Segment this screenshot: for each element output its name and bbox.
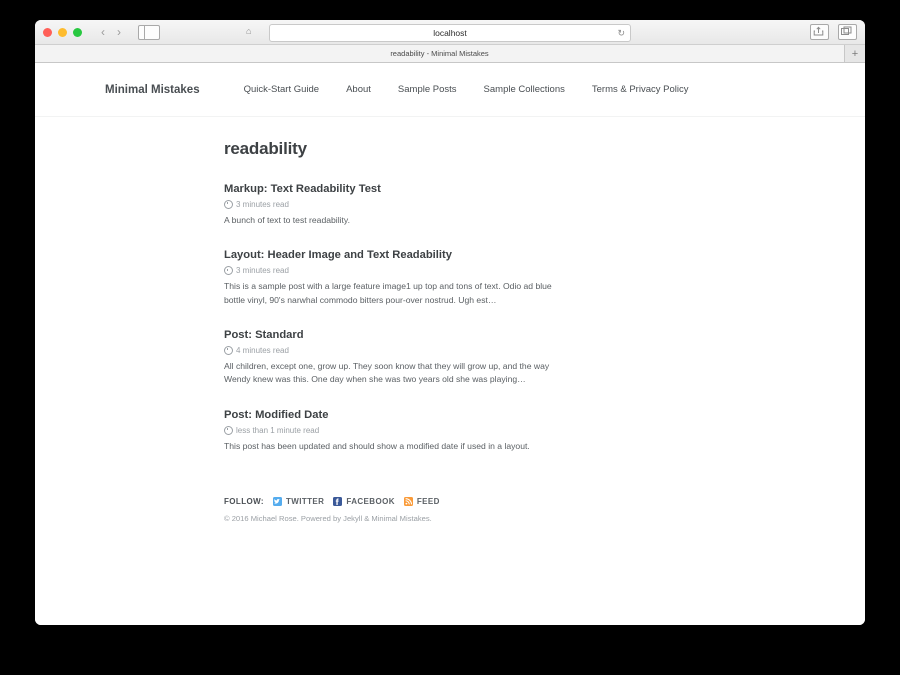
social-label-twitter: TWITTER xyxy=(285,496,325,506)
clock-icon xyxy=(224,346,233,355)
entry-title[interactable]: Markup: Text Readability Test xyxy=(224,183,381,195)
site-title[interactable]: Minimal Mistakes xyxy=(105,83,200,96)
show-all-tabs-icon[interactable] xyxy=(838,24,857,40)
close-window-button[interactable] xyxy=(43,28,52,37)
page-viewport xyxy=(35,63,865,625)
browser-window xyxy=(35,20,865,625)
social-label-feed: FEED xyxy=(416,496,440,506)
entry-excerpt: A bunch of text to test readability. xyxy=(224,215,350,225)
archive-content xyxy=(35,117,865,543)
entry-meta xyxy=(224,200,574,209)
browser-titlebar xyxy=(35,20,865,45)
navigation-arrows[interactable] xyxy=(96,25,126,39)
clock-icon xyxy=(224,426,233,435)
nav-item-sample-collections[interactable]: Sample Collections xyxy=(483,84,565,95)
list-item xyxy=(224,329,574,387)
entry-read-time: 4 minutes read xyxy=(236,345,289,355)
site-footer xyxy=(224,497,825,543)
clock-icon xyxy=(224,266,233,275)
new-tab-button[interactable]: + xyxy=(845,45,865,62)
twitter-icon xyxy=(273,497,282,506)
nav-item-sample-posts[interactable]: Sample Posts xyxy=(397,84,457,95)
entry-read-time: less than 1 minute read xyxy=(236,425,320,435)
window-controls[interactable] xyxy=(43,28,82,37)
copyright-text: © 2016 Michael Rose. Powered by Jekyll & Minimal Mistakes. xyxy=(224,513,432,523)
entry-meta xyxy=(224,426,574,435)
entry-excerpt: All children, except one, grow up. They soon know that they will grow up, and the way Wendy knew was this. One day when she was two years old she was playing… xyxy=(224,360,550,385)
entry-read-time: 3 minutes read xyxy=(236,200,289,209)
share-icon[interactable] xyxy=(810,24,829,40)
social-link-facebook[interactable] xyxy=(333,497,395,506)
forward-arrow-icon[interactable]: › xyxy=(117,25,121,39)
entry-read-time: 3 minutes read xyxy=(236,266,289,276)
titlebar-right-controls xyxy=(810,24,857,40)
minimize-window-button[interactable] xyxy=(58,28,67,37)
address-bar[interactable] xyxy=(246,24,631,42)
entry-excerpt: This post has been updated and should show a modified date if used in a layout. xyxy=(224,440,530,451)
social-link-feed[interactable] xyxy=(404,497,440,506)
nav-item-terms-privacy-policy[interactable]: Terms & Privacy Policy xyxy=(591,84,689,95)
home-icon[interactable]: ⌂ xyxy=(246,26,252,36)
follow-label: FOLLOW: xyxy=(224,496,264,506)
browser-tab-title: readability - Minimal Mistakes xyxy=(390,49,489,58)
list-item xyxy=(224,183,574,227)
list-item xyxy=(224,409,574,453)
entry-title[interactable]: Layout: Header Image and Text Readability xyxy=(224,249,452,262)
follow-row xyxy=(224,497,825,506)
social-label-facebook: FACEBOOK xyxy=(346,496,395,506)
entry-excerpt: This is a sample post with a large feature image1 up top and tons of text. Odio ad blue bottle vinyl, 90's narwhal commodo bitters pour-over nostrud. Ugh est… xyxy=(224,281,552,305)
page-title: readability xyxy=(224,139,307,158)
reload-icon[interactable]: ↻ xyxy=(617,27,625,38)
entry-title[interactable]: Post: Modified Date xyxy=(224,408,329,421)
nav-item-about[interactable]: About xyxy=(346,84,371,95)
entry-title[interactable]: Post: Standard xyxy=(224,328,304,341)
rss-icon xyxy=(404,497,413,506)
back-arrow-icon[interactable]: ‹ xyxy=(101,25,105,39)
entry-meta xyxy=(224,266,574,275)
clock-icon xyxy=(224,200,233,209)
browser-tab[interactable] xyxy=(35,45,845,62)
nav-item-quick-start-guide[interactable]: Quick-Start Guide xyxy=(243,84,320,95)
entry-meta xyxy=(224,346,574,355)
browser-tabbar xyxy=(35,45,865,63)
sidebar-toggle-icon[interactable] xyxy=(138,25,160,40)
social-link-twitter[interactable] xyxy=(273,497,324,506)
list-item xyxy=(224,249,574,307)
maximize-window-button[interactable] xyxy=(73,28,82,37)
site-masthead xyxy=(35,63,865,117)
address-bar-text: localhost xyxy=(433,28,467,38)
facebook-icon xyxy=(333,497,342,506)
site-nav xyxy=(244,84,689,95)
